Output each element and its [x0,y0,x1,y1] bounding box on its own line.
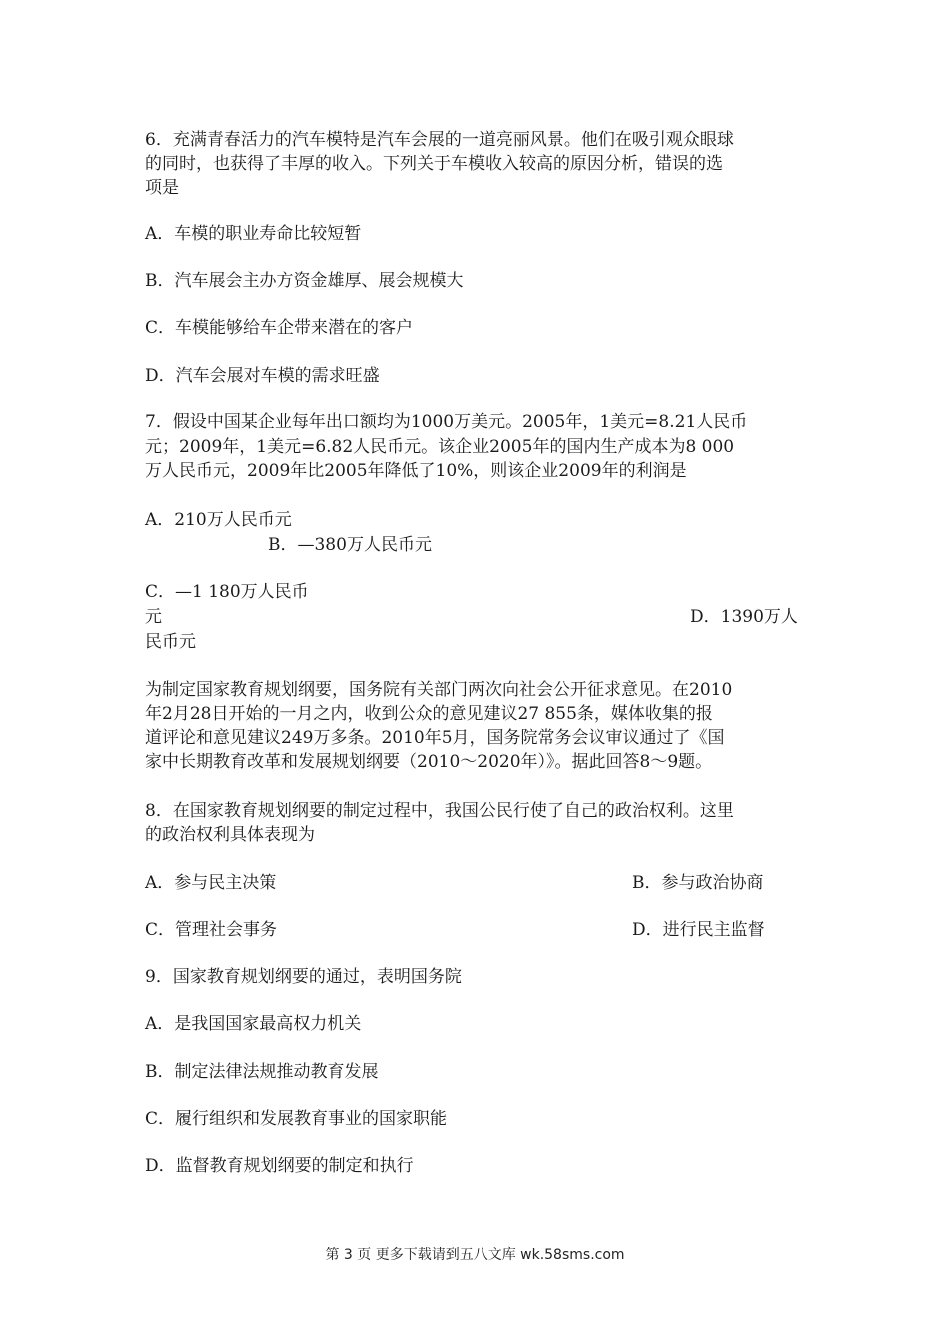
material-line-2: 年2月28日开始的一月之内，收到公众的意见建议27 855条，媒体收集的报 [145,704,713,724]
q9-option-a: A．是我国国家最高权力机关 [145,1014,362,1034]
q9-option-c: C．履行组织和发展教育事业的国家职能 [145,1109,448,1129]
q8-option-b: B．参与政治协商 [632,873,764,893]
q8-option-a: A．参与民主决策 [145,873,277,893]
page-footer: 第 3 页 更多下载请到五八文库 wk.58sms.com [325,1247,625,1263]
q7-stem-line-3: 万人民币元，2009年比2005年降低了10%，则该企业2009年的利润是 [145,461,687,481]
q9-option-d: D．监督教育规划纲要的制定和执行 [145,1156,414,1176]
q8-option-d: D．进行民主监督 [632,920,765,940]
material-line-4: 家中长期教育改革和发展规划纲要（2010～2020年）》。据此回答8～9题。 [145,752,713,772]
q7-option-d-part-1: D．1390万人 [690,607,798,627]
q8-stem-line-2: 的政治权利具体表现为 [145,825,315,845]
q7-option-d-part-2: 民币元 [145,632,196,652]
q6-option-a: A．车模的职业寿命比较短暂 [145,224,362,244]
q7-option-c-part-1: C．—1 180万人民币 [145,582,309,602]
material-line-1: 为制定国家教育规划纲要，国务院有关部门两次向社会公开征求意见。在2010 [145,680,733,700]
q6-stem-line-1: 6．充满青春活力的汽车模特是汽车会展的一道亮丽风景。他们在吸引观众眼球 [145,130,734,150]
q7-option-a: A．210万人民币元 [145,510,292,530]
q6-option-c: C．车模能够给车企带来潜在的客户 [145,318,414,338]
q6-stem-line-2: 的同时，也获得了丰厚的收入。下列关于车模收入较高的原因分析，错误的选 [145,154,723,174]
q6-stem-line-3: 项是 [145,178,179,198]
q6-option-d: D．汽车会展对车模的需求旺盛 [145,366,380,386]
q8-stem-line-1: 8．在国家教育规划纲要的制定过程中，我国公民行使了自己的政治权利。这里 [145,801,734,821]
q7-stem-line-2: 元；2009年，1美元=6.82人民币元。该企业2005年的国内生产成本为8 000 [145,437,735,457]
material-line-3: 道评论和意见建议249万多条。2010年5月，国务院常务会议审议通过了《国 [145,728,725,748]
q6-option-b: B．汽车展会主办方资金雄厚、展会规模大 [145,271,464,291]
q8-option-c: C．管理社会事务 [145,920,278,940]
q7-stem-line-1: 7．假设中国某企业每年出口额均为1000万美元。2005年，1美元=8.21人民币 [145,412,748,432]
q9-option-b: B．制定法律法规推动教育发展 [145,1062,379,1082]
q9-stem: 9．国家教育规划纲要的通过，表明国务院 [145,967,462,987]
q7-option-b: B．—380万人民币元 [268,535,432,555]
q7-option-c-part-2: 元 [145,607,162,627]
